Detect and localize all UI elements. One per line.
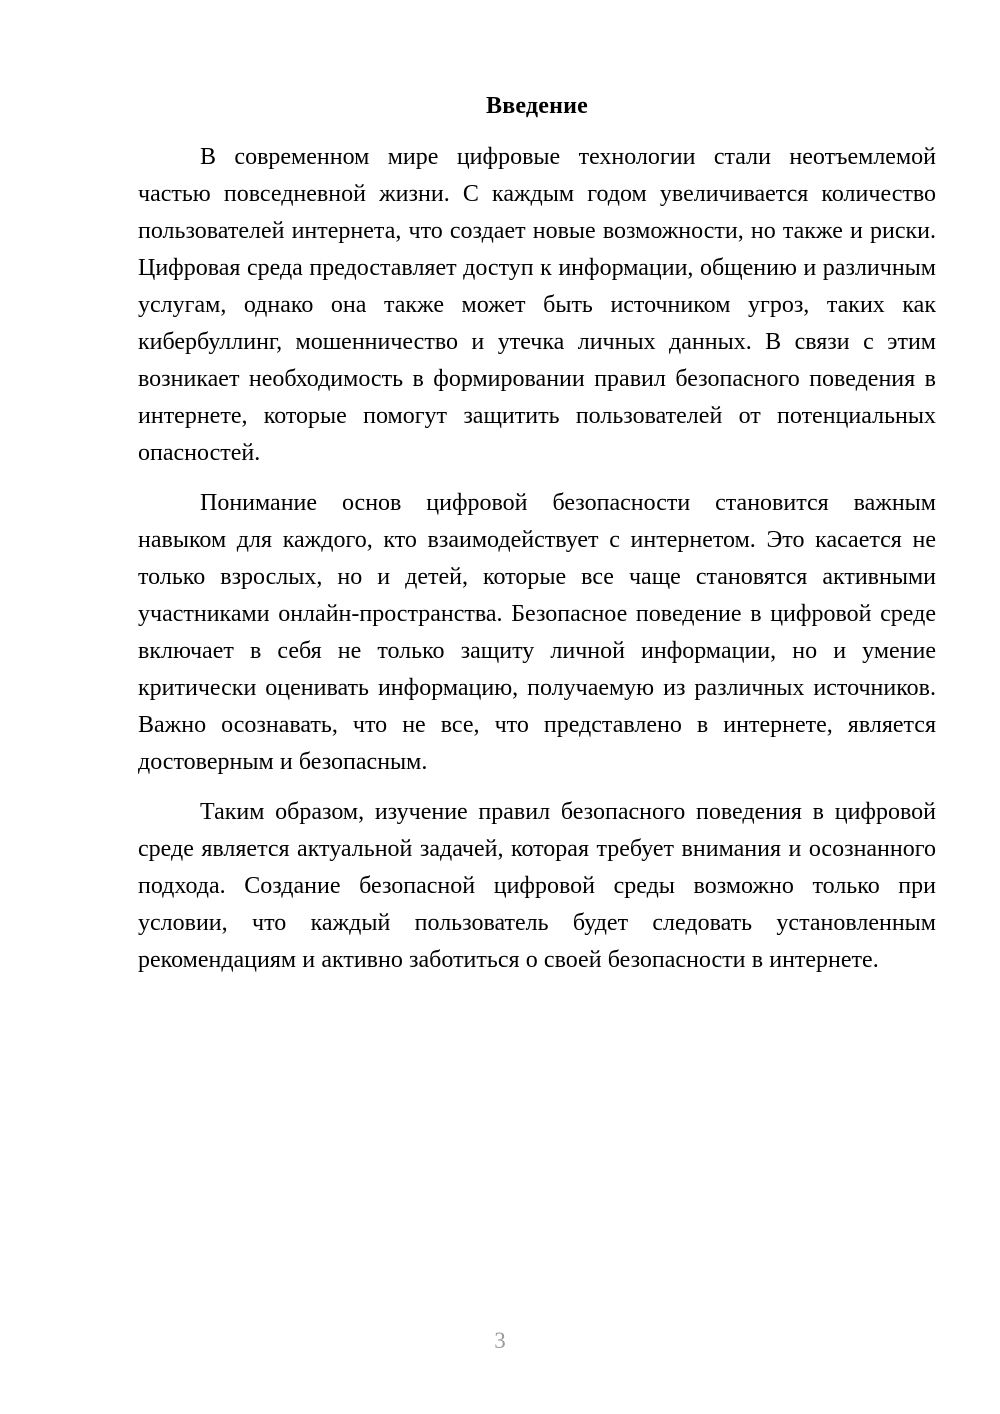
- paragraph-3: Таким образом, изучение правил безопасного поведения в цифровой среде является актуальной задачей, которая требует внимания и осознанного подхода. Создание безопасной цифровой среды возможно только при условии, что каждый пользователь будет следовать установленным рекомендациям и активно заботиться о своей безопасности в интернете.: [138, 799, 936, 973]
- paragraph-1: В современном мире цифровые технологии стали неотъемлемой частью повседневной жизни. С каждым годом увеличивается количество пользователей интернета, что создает новые возможности, но также и риски. Цифровая среда предоставляет доступ к информации, общению и различным услугам, однако она также может быть источником угроз, таких как кибербуллинг, мошенничество и утечка личных данных. В связи с этим возникает необходимость в формировании правил безопасного поведения в интернете, которые помогут защитить пользователей от потенциальных опасностей.: [138, 144, 936, 466]
- page-title: Введение: [485, 93, 588, 119]
- page-number: 3: [494, 1328, 506, 1353]
- paragraph-2: Понимание основ цифровой безопасности становится важным навыком для каждого, кто взаимодействует с интернетом. Это касается не только взрослых, но и детей, которые все чаще становятся активными участниками онлайн-пространства. Безопасное поведение в цифровой среде включает в себя не только защиту личной информации, но и умение критически оценивать информацию, получаемую из различных источников. Важно осознавать, что не все, что представлено в интернете, является достоверным и безопасным.: [138, 490, 936, 775]
- document-body: [138, 88, 936, 979]
